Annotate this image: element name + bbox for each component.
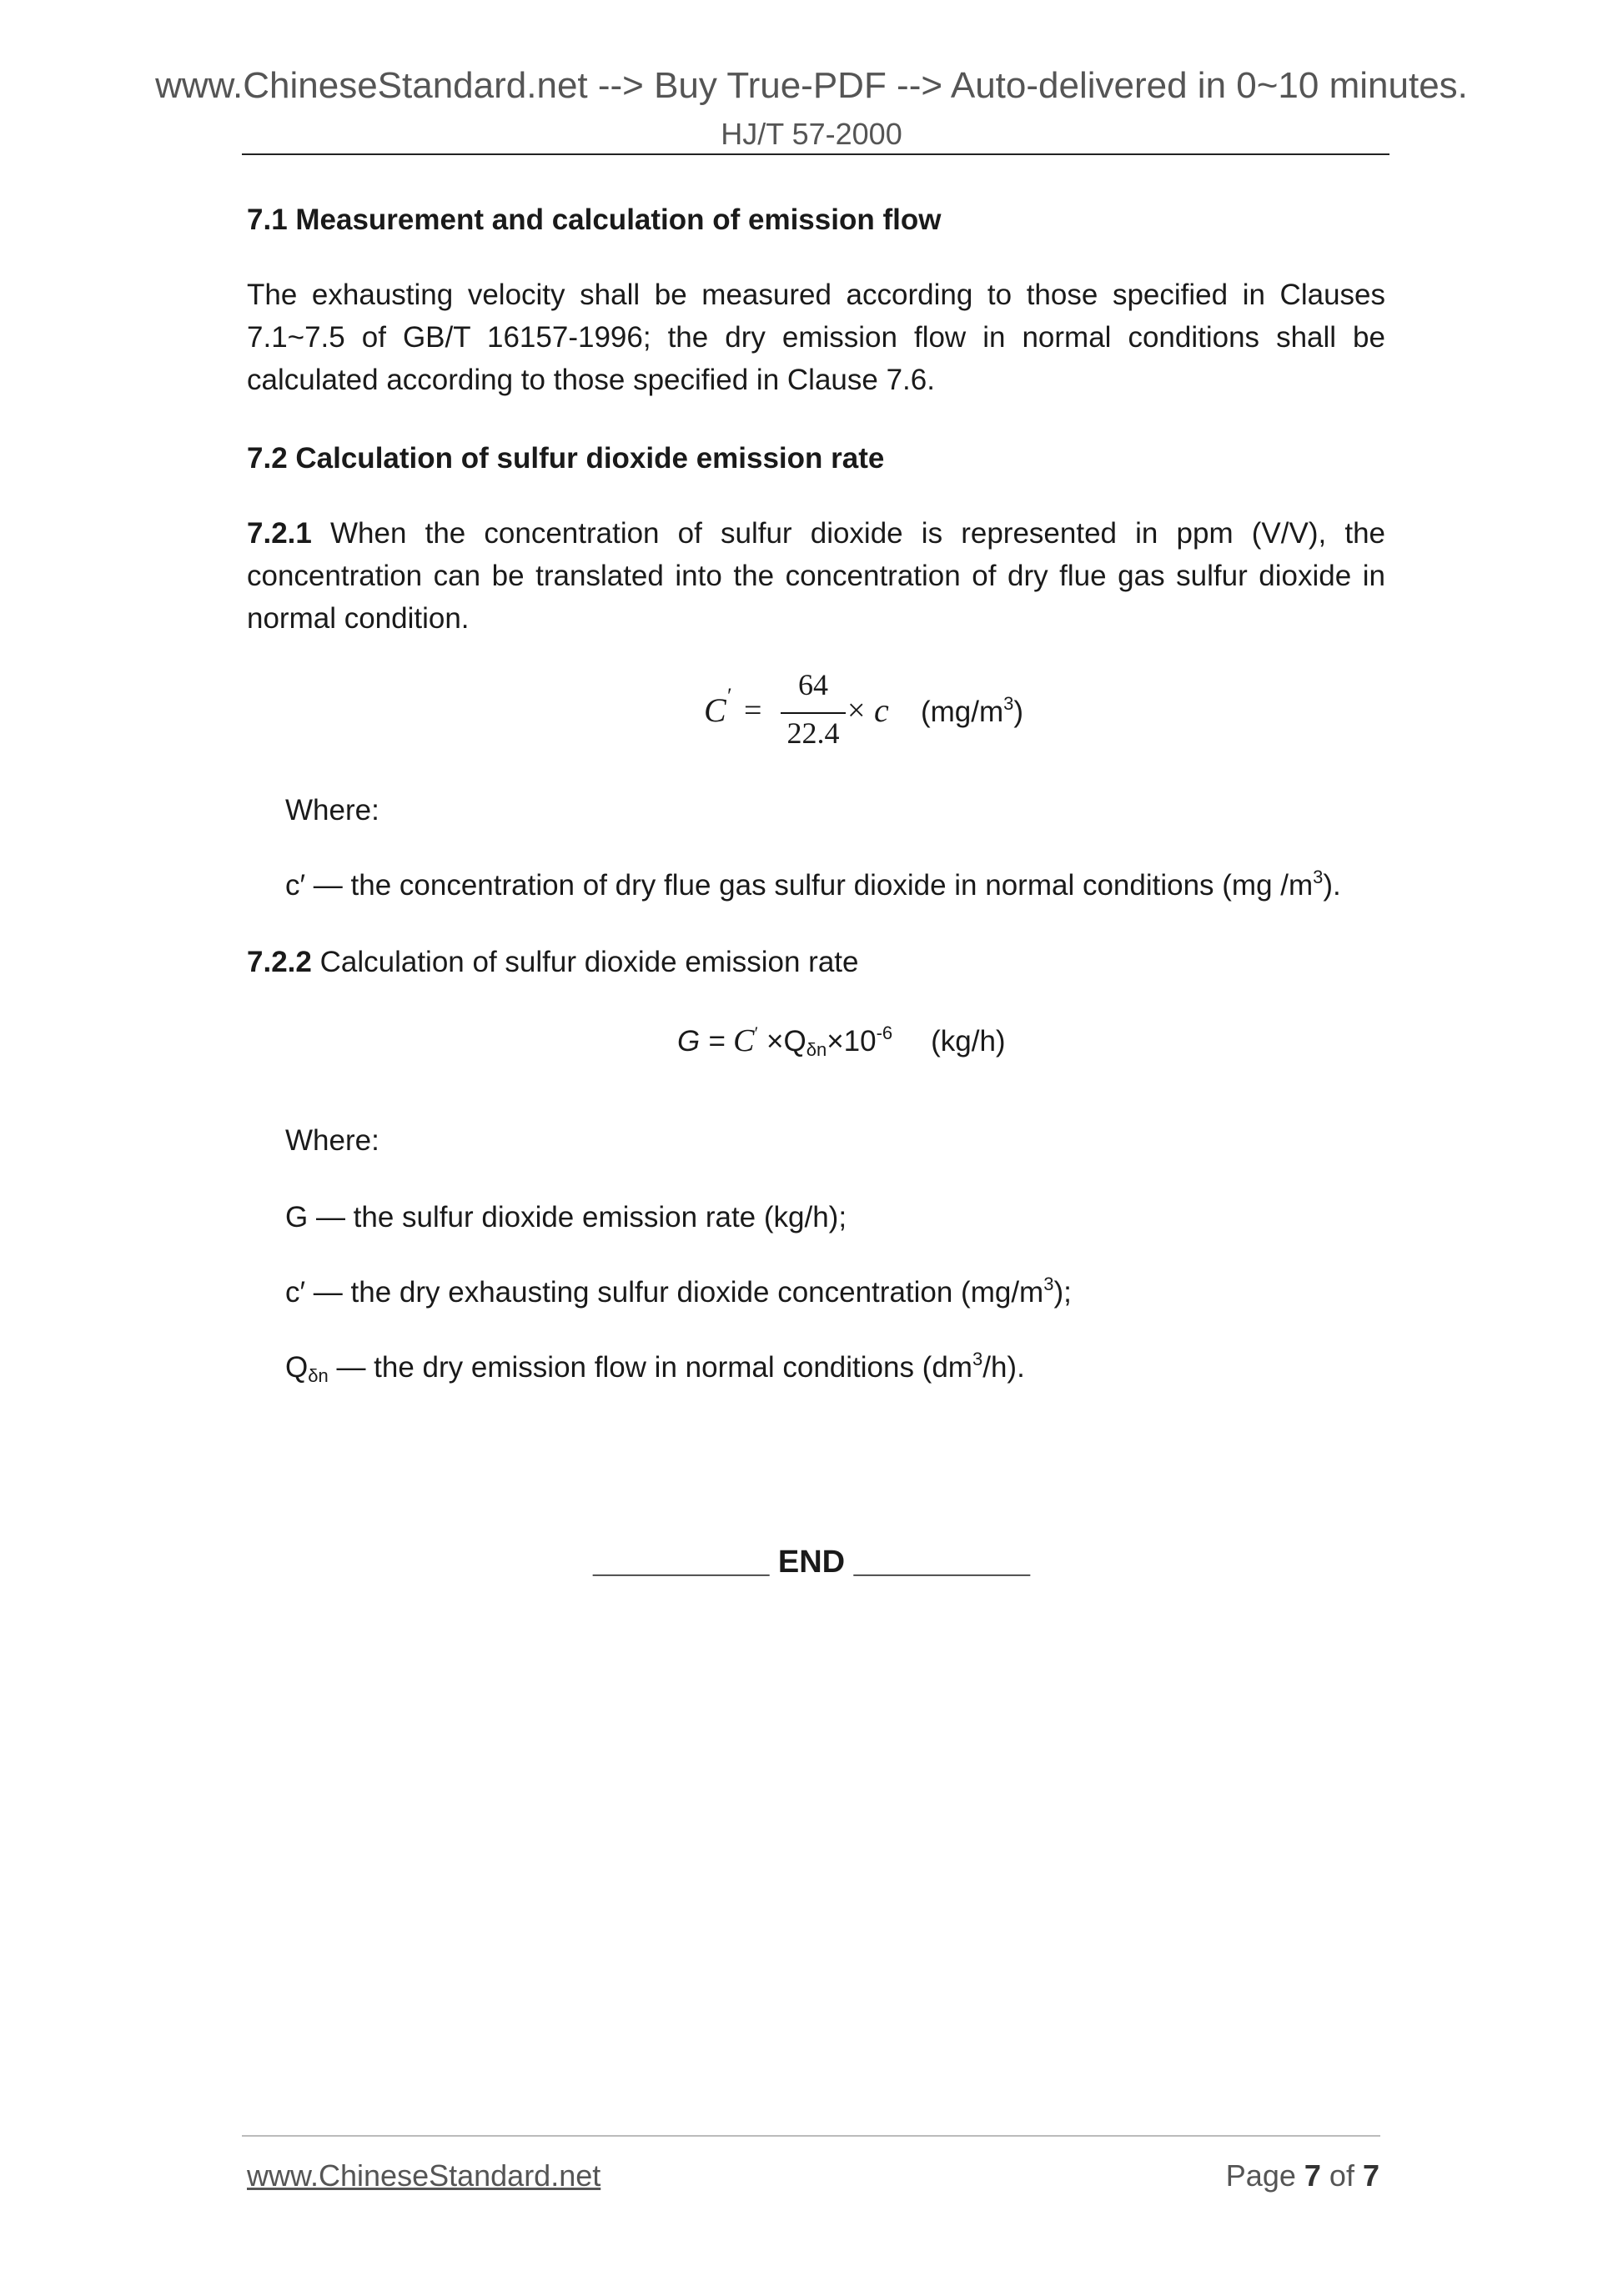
clause-7-2-1-text: When the concentration of sulfur dioxide is represented in ppm (V/V), the concentration can be translated into the concentration of dry flue gas sulfur dioxide in normal condition. bbox=[247, 517, 1386, 635]
formula1-fraction-bar bbox=[781, 712, 846, 714]
formula1-numerator: 64 bbox=[798, 668, 828, 701]
formula1-lhs: C bbox=[704, 691, 726, 729]
definition-c-prime-2: c′ — the dry exhausting sulfur dioxide concentration $(mg/m^3)$; bbox=[285, 1274, 1072, 1309]
footer-rule bbox=[242, 2135, 1380, 2137]
where-label-2: Where: bbox=[285, 1124, 379, 1157]
formula1-unit: $(mg/m^3)$ bbox=[921, 693, 1024, 728]
definition-q: $Q_{\delta n}$ — the dry emission flow in normal conditions $(dm^3/h)$. bbox=[285, 1349, 1025, 1386]
page-indicator: Page 7 of 7 bbox=[1225, 2158, 1379, 2193]
page-total: 7 bbox=[1362, 2158, 1379, 2193]
formula1-var: c bbox=[874, 691, 889, 729]
clause-7-2-2 bbox=[247, 946, 858, 979]
clause-7-2-1-number: 7.2.1 bbox=[247, 517, 312, 550]
clause-7-2-1 bbox=[247, 512, 1385, 640]
page-current: 7 bbox=[1304, 2158, 1321, 2193]
formula1-times: × bbox=[847, 693, 866, 728]
definition-g: G — the sulfur dioxide emission rate (kg/h); bbox=[285, 1201, 847, 1233]
section-7-1-body: The exhausting velocity shall be measured according to those specified in Clauses 7.1~7.5 of GB/T 16157-1996; the dry emission flow in normal conditions shall be calculated according to those specified in Clause 7.6. bbox=[247, 279, 1385, 396]
header-rule bbox=[242, 153, 1389, 155]
formula2-unit: (kg/h) bbox=[931, 1025, 1006, 1058]
definition-c-prime-1: c′ — the concentration of dry flue gas sulfur dioxide in normal conditions (mg $/m^3$). bbox=[285, 867, 1341, 902]
formula1-prime: ′ bbox=[727, 684, 732, 708]
formula2-g: G = bbox=[677, 1025, 726, 1058]
where-label-1: Where: bbox=[285, 794, 379, 826]
end-marker: __________ END __________ bbox=[592, 1545, 1031, 1580]
clause-7-2-2-number: 7.2.2 bbox=[247, 946, 312, 978]
formula1-equals: = bbox=[744, 693, 762, 728]
clause-7-2-2-text: Calculation of sulfur dioxide emission rate bbox=[319, 946, 859, 978]
formula-emission-rate: $G = C' \times Q_{\delta n}\times 10^{-6}$ (kg/h) bbox=[677, 1022, 1006, 1060]
section-7-2-heading: 7.2 Calculation of sulfur dioxide emission rate bbox=[247, 442, 885, 475]
formula2-c: C bbox=[733, 1023, 755, 1058]
header-banner: www.ChineseStandard.net --> Buy True-PDF --> Auto-delivered in 0~10 minutes. bbox=[155, 65, 1468, 106]
section-7-1-heading: 7.1 Measurement and calculation of emission flow bbox=[247, 203, 942, 236]
formula1-denominator: 22.4 bbox=[786, 716, 840, 750]
formula-concentration bbox=[701, 668, 1134, 764]
footer-website-link[interactable]: www.ChineseStandard.net bbox=[247, 2158, 601, 2193]
document-number: HJ/T 57-2000 bbox=[721, 117, 902, 151]
